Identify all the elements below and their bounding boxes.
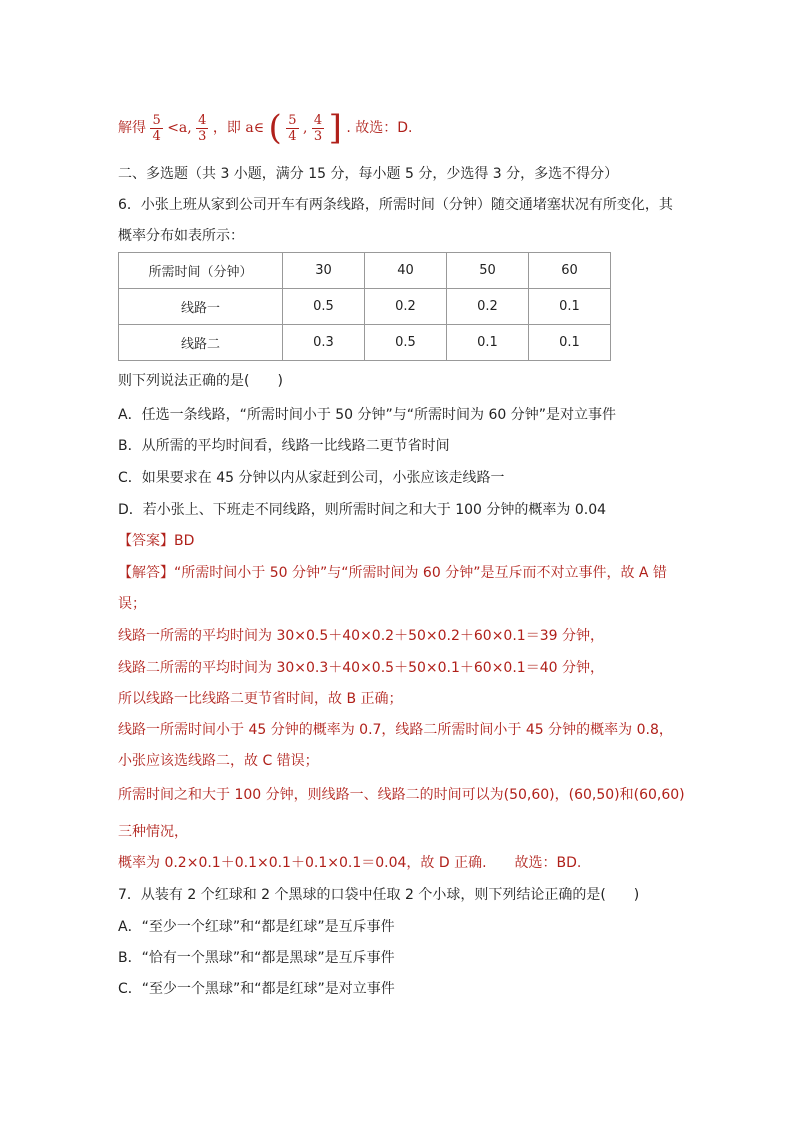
- section-title: 二、多选题（共 3 小题，满分 15 分，每小题 5 分，少选得 3 分，多选不得分）: [118, 166, 619, 182]
- q6-stem-line1: 6．小张上班从家到公司开车有两条线路，所需时间（分钟）随交通堵塞状况有所变化，其: [118, 197, 673, 213]
- table-cell: 40: [365, 253, 447, 289]
- table-cell: 0.5: [365, 325, 447, 361]
- fraction-5-4: $\frac{5}{4}$: [152, 112, 161, 144]
- table-cell: 0.2: [365, 289, 447, 325]
- interval-sep: ,: [302, 120, 308, 136]
- table-header-row: [119, 253, 611, 289]
- table-row: [119, 325, 611, 361]
- table-cell: 0.5: [283, 289, 365, 325]
- answer-line: [118, 531, 194, 551]
- analysis-line-3: 线路一所需的平均时间为 30×0.5＋40×0.2＋50×0.2＋60×0.1＝39 分钟，: [118, 628, 604, 644]
- analysis-line-8: 所需时间之和大于 100 分钟，则线路一、线路二的时间可以为(50,60)，(60,50)和(60,60): [118, 787, 685, 803]
- analysis-line-1: [118, 563, 667, 583]
- fraction-5-4-b: $\frac{5}{4}$: [288, 112, 297, 144]
- analysis-line-7: 小张应该选线路二，故 C 错误；: [118, 753, 319, 769]
- table-cell: 线路二: [119, 325, 283, 361]
- analysis-line-4: 线路二所需的平均时间为 30×0.3＋40×0.5＋50×0.1＋60×0.1＝40 分钟，: [118, 660, 604, 676]
- top-solution-line: [118, 108, 412, 148]
- q6-option-c: C．如果要求在 45 分钟以内从家赶到公司，小张应该走线路一: [118, 470, 505, 486]
- solution-prefix: 解得: [118, 120, 146, 136]
- analysis-line-2: 误；: [118, 596, 146, 612]
- analysis-line-10: 概率为 0.2×0.1＋0.1×0.1＋0.1×0.1＝0.04，故 D 正确. 故选：BD.: [118, 855, 582, 871]
- comma-ji: ，即: [212, 120, 241, 136]
- q7-stem: 7．从装有 2 个红球和 2 个黑球的口袋中任取 2 个小球，则下列结论正确的是( ): [118, 887, 640, 903]
- table-cell: 0.1: [447, 325, 529, 361]
- fraction-4-3: $\frac{4}{3}$: [198, 112, 207, 144]
- table-cell: 0.3: [283, 325, 365, 361]
- analysis-text: “所需时间小于 50 分钟”与“所需时间为 60 分钟”是互斥而不对立事件，故 A 错: [174, 565, 667, 581]
- left-paren: (: [268, 108, 282, 148]
- answer-label: 【答案】: [118, 533, 174, 549]
- q6-option-b: B．从所需的平均时间看，线路一比线路二更节省时间: [118, 438, 450, 454]
- analysis-line-9: 三种情况，: [118, 824, 188, 840]
- q7-option-a: A．“至少一个红球”和“都是红球”是互斥事件: [118, 919, 395, 935]
- q6-option-a: A．任选一条线路，“所需时间小于 50 分钟”与“所需时间为 60 分钟”是对立事件: [118, 407, 617, 423]
- analysis-line-5: 所以线路一比线路二更节省时间，故 B 正确；: [118, 691, 403, 707]
- table-cell: 0.2: [447, 289, 529, 325]
- q7-option-c: C．“至少一个黑球”和“都是红球”是对立事件: [118, 981, 395, 997]
- table-cell: 0.1: [529, 289, 611, 325]
- probability-table: [118, 252, 611, 361]
- table-cell: 所需时间（分钟）: [119, 253, 283, 289]
- table-cell: 50: [447, 253, 529, 289]
- answer-value: BD: [174, 533, 195, 549]
- table-row: [119, 289, 611, 325]
- table-cell: 30: [283, 253, 365, 289]
- table-cell: 0.1: [529, 325, 611, 361]
- solution-suffix: . 故选：D.: [346, 120, 413, 136]
- lt-a: <a,: [167, 120, 192, 136]
- analysis-line-6: 线路一所需时间小于 45 分钟的概率为 0.7，线路二所需时间小于 45 分钟的概率为 0.8，: [118, 722, 673, 738]
- fraction-4-3-b: $\frac{4}{3}$: [313, 112, 323, 144]
- q6-option-d: D．若小张上、下班走不同线路，则所需时间之和大于 100 分钟的概率为 0.04: [118, 502, 607, 518]
- q7-option-b: B．“恰有一个黑球”和“都是黑球”是互斥事件: [118, 950, 395, 966]
- analysis-label: 【解答】: [118, 565, 174, 581]
- q6-prompt: 则下列说法正确的是( ): [118, 373, 283, 389]
- q6-stem-line2: 概率分布如表所示：: [118, 228, 244, 244]
- right-bracket: ]: [328, 108, 342, 148]
- table-cell: 线路一: [119, 289, 283, 325]
- table-cell: 60: [529, 253, 611, 289]
- a-in: a∈: [245, 120, 265, 136]
